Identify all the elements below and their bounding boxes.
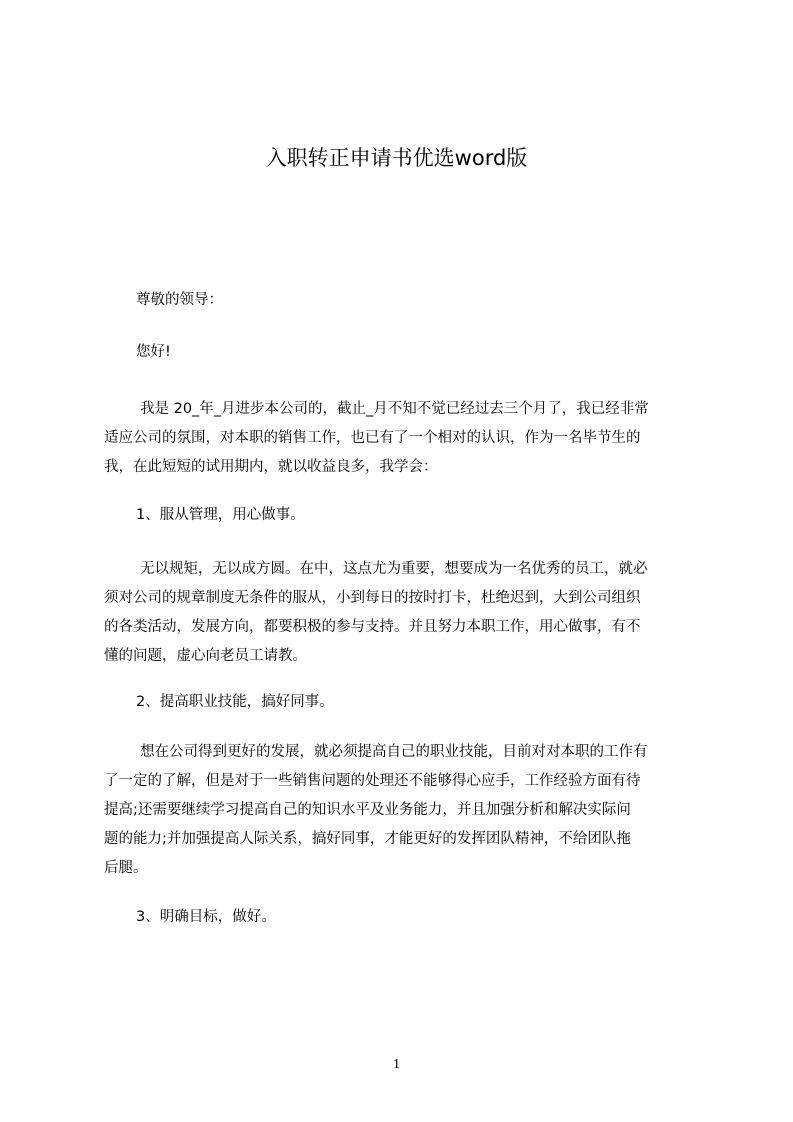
section-heading-1: 1、服从管理，用心做事。	[136, 507, 305, 523]
paragraph-intro	[104, 395, 700, 482]
paragraph-line: 须对公司的规章制度无条件的服从，小到每日的按时打卡，杜绝迟到，大到公司组织	[104, 590, 641, 606]
paragraph-line: 了一定的了解，但是对于一些销售问题的处理还不能够得心应手，工作经验方面有待	[104, 773, 641, 789]
salutation: 尊敬的领导：	[136, 292, 223, 308]
paragraph-line: 我，在此短短的试用期内，就以收益良多，我学会：	[104, 459, 438, 475]
section-heading-2: 2、提高职业技能，搞好同事。	[136, 694, 334, 710]
paragraph-rules	[104, 555, 700, 671]
greeting: 您好!	[136, 344, 171, 360]
page-number: 1	[393, 1057, 400, 1072]
paragraph-line: 适应公司的氛围，对本职的销售工作，也已有了一个相对的认识，作为一名毕节生的	[104, 430, 641, 446]
paragraph-line: 想在公司得到更好的发展，就必须提高自己的职业技能，目前对对本职的工作有	[140, 744, 648, 760]
paragraph-line: 我是 20_年_月进步本公司的，截止_月不知不觉已经过去三个月了，我已经非常	[140, 401, 649, 417]
section-heading-3: 3、明确目标，做好。	[136, 909, 276, 925]
paragraph-line: 懂的问题，虚心向老员工请教。	[104, 648, 307, 664]
paragraph-line: 提高;还需要继续学习提高自己的知识水平及业务能力，并且加强分析和解决实际问	[104, 802, 631, 818]
document-title: 入职转正申请书优选word版	[265, 146, 528, 170]
paragraph-line: 后腿。	[104, 860, 148, 876]
paragraph-skills	[104, 738, 700, 883]
paragraph-line: 的各类活动，发展方向，都要积极的参与支持。并且努力本职工作，用心做事，有不	[104, 619, 641, 635]
paragraph-line: 无以规矩，无以成方圆。在中，这点尤为重要，想要成为一名优秀的员工，就必	[140, 561, 648, 577]
paragraph-line: 题的能力;并加强提高人际关系，搞好同事，才能更好的发挥团队精神，不给团队拖	[104, 831, 631, 847]
